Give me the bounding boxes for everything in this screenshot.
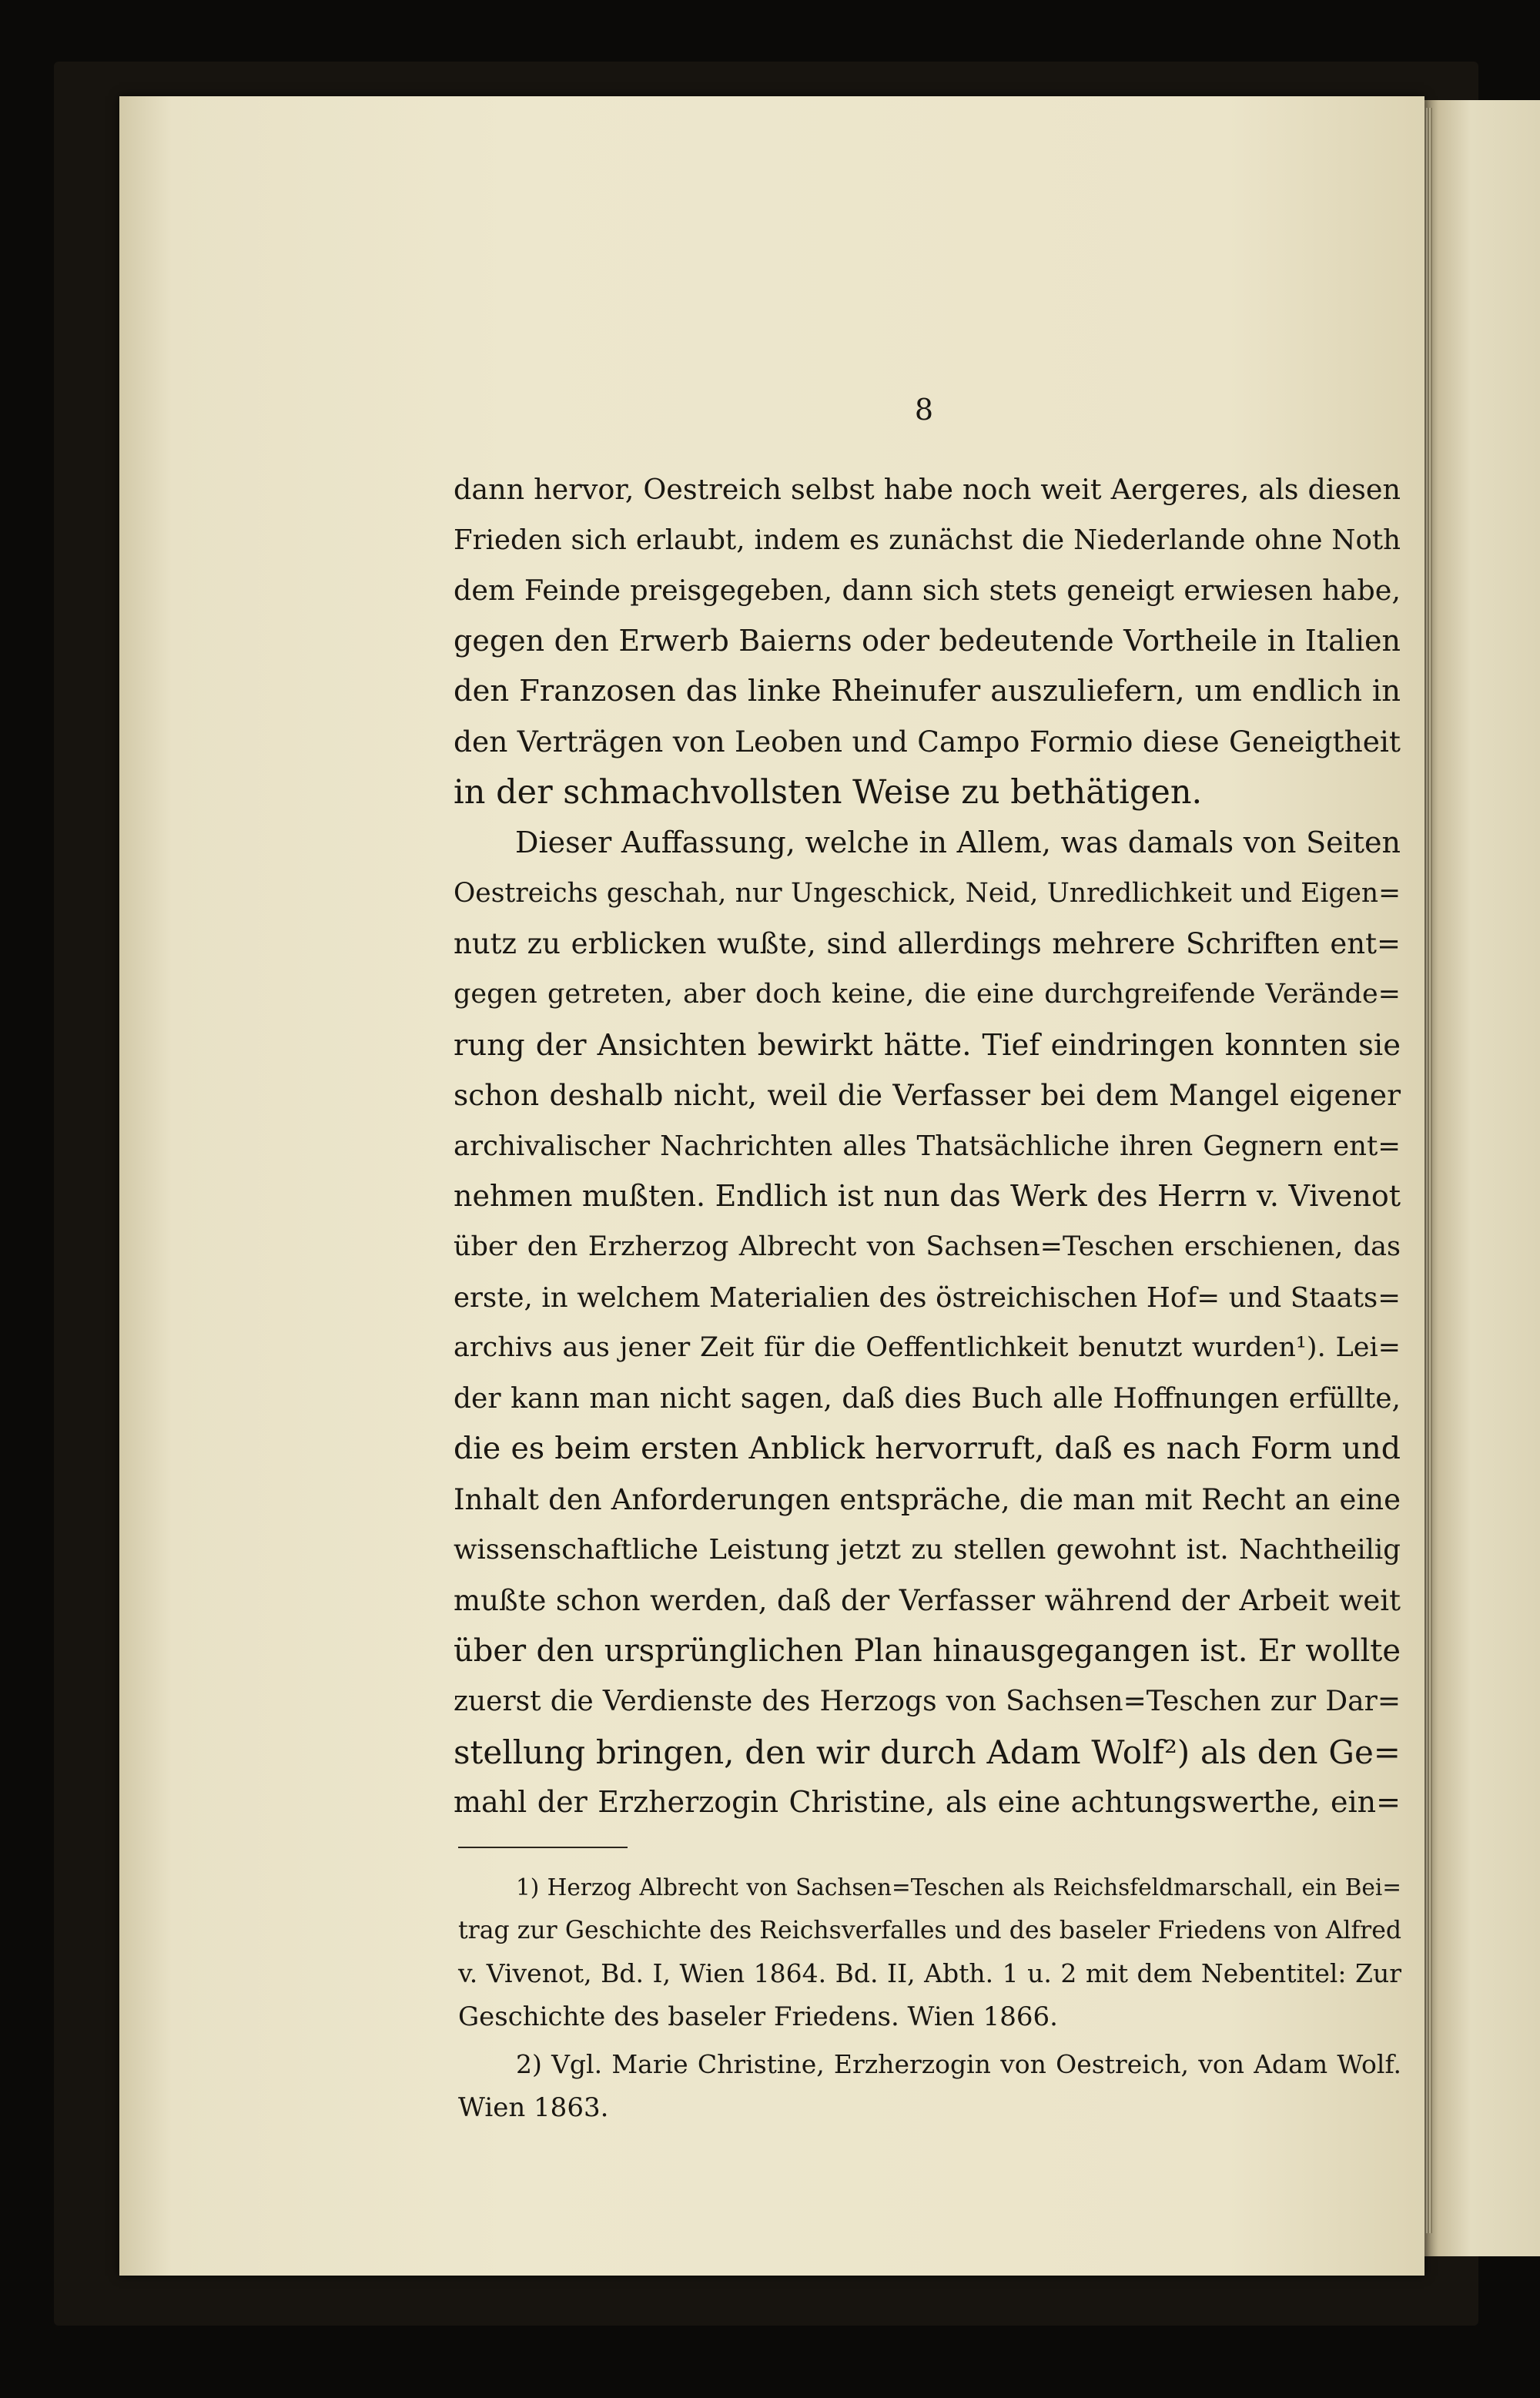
body-text (454, 464, 1401, 1828)
text-line: mußte schon werden, daß der Verfasser während der Arbeit weit (454, 1584, 1401, 1618)
text-line: in der schmachvollsten Weise zu bethätigen. (454, 772, 1203, 812)
footnote-line: 2) Vgl. Marie Christine, Erzherzogin von Oestreich, von Adam Wolf. (516, 2049, 1401, 2079)
text-line: archivs aus jener Zeit für die Oeffentlichkeit benutzt wurden¹). Lei= (454, 1332, 1401, 1364)
text-line: wissenschaftliche Leistung jetzt zu stellen gewohnt ist. Nachtheilig (454, 1534, 1401, 1566)
footnote-line: 1) Herzog Albrecht von Sachsen=Teschen als Reichsfeldmarschall, ein Bei= (516, 1874, 1401, 1901)
footnote-1 (458, 1866, 1401, 2038)
text-line: über den ursprünglichen Plan hinausgegangen ist. Er wollte (454, 1633, 1401, 1669)
text-line: schon deshalb nicht, weil die Verfasser bei dem Mangel eigener (454, 1078, 1401, 1113)
text-line: Frieden sich erlaubt, indem es zunächst die Niederlande ohne Noth (454, 524, 1401, 556)
text-line: stellung bringen, den wir durch Adam Wolf²) als den Ge= (454, 1733, 1401, 1771)
text-line: dem Feinde preisgegeben, dann sich stets geneigt erwiesen habe, (454, 574, 1401, 608)
text-line: erste, in welchem Materialien des östreichischen Hof= und Staats= (454, 1281, 1401, 1314)
footnote-rule (458, 1847, 628, 1848)
text-line: über den Erzherzog Albrecht von Sachsen=Teschen erschienen, das (454, 1231, 1401, 1262)
text-line: gegen den Erwerb Baierns oder bedeutende Vortheile in Italien (454, 623, 1401, 658)
book-page (119, 96, 1424, 2276)
footnote-line: Geschichte des baseler Friedens. Wien 1866. (458, 2001, 1058, 2032)
text-line: gegen getreten, aber doch keine, die eine durchgreifende Verände= (454, 978, 1401, 1010)
text-line: dann hervor, Oestreich selbst habe noch weit Aergeres, als diesen (454, 473, 1401, 506)
footnote-2 (458, 2043, 1401, 2129)
text-line: den Verträgen von Leoben und Campo Formio diese Geneigtheit (454, 724, 1401, 759)
footnote-line: trag zur Geschichte des Reichsverfalles und des baseler Friedens von Alfred (458, 1917, 1401, 1944)
text-line: die es beim ersten Anblick hervorruft, daß es nach Form und (454, 1431, 1401, 1467)
text-line: Inhalt den Anforderungen entspräche, die man mit Recht an eine (454, 1482, 1401, 1516)
facing-page (1424, 100, 1540, 2256)
footnote-line: Wien 1863. (458, 2092, 609, 2123)
text-line: nehmen mußten. Endlich ist nun das Werk des Herrn v. Vivenot (454, 1179, 1401, 1214)
text-line: rung der Ansichten bewirkt hätte. Tief eindringen konnten sie (454, 1027, 1401, 1063)
page-number: 8 (914, 393, 934, 427)
footnote-line: v. Vivenot, Bd. I, Wien 1864. Bd. II, Abth. 1 u. 2 mit dem Nebentitel: Zur (458, 1958, 1401, 1988)
text-line: zuerst die Verdienste des Herzogs von Sachsen=Teschen zur Dar= (454, 1686, 1401, 1718)
text-line: nutz zu erblicken wußte, sind allerdings mehrere Schriften ent= (454, 927, 1401, 961)
footnotes (458, 1866, 1401, 2129)
text-line: den Franzosen das linke Rheinufer auszuliefern, um endlich in (454, 674, 1401, 709)
text-line: Oestreichs geschah, nur Ungeschick, Neid, Unredlichkeit und Eigen= (454, 877, 1401, 909)
text-line: Dieser Auffassung, welche in Allem, was damals von Seiten (515, 826, 1401, 860)
text-line: der kann man nicht sagen, daß dies Buch alle Hoffnungen erfüllte, (454, 1382, 1401, 1415)
text-line: mahl der Erzherzogin Christine, als eine achtungswerthe, ein= (454, 1785, 1401, 1820)
text-line: archivalischer Nachrichten alles Thatsächliche ihren Gegnern ent= (454, 1130, 1401, 1162)
